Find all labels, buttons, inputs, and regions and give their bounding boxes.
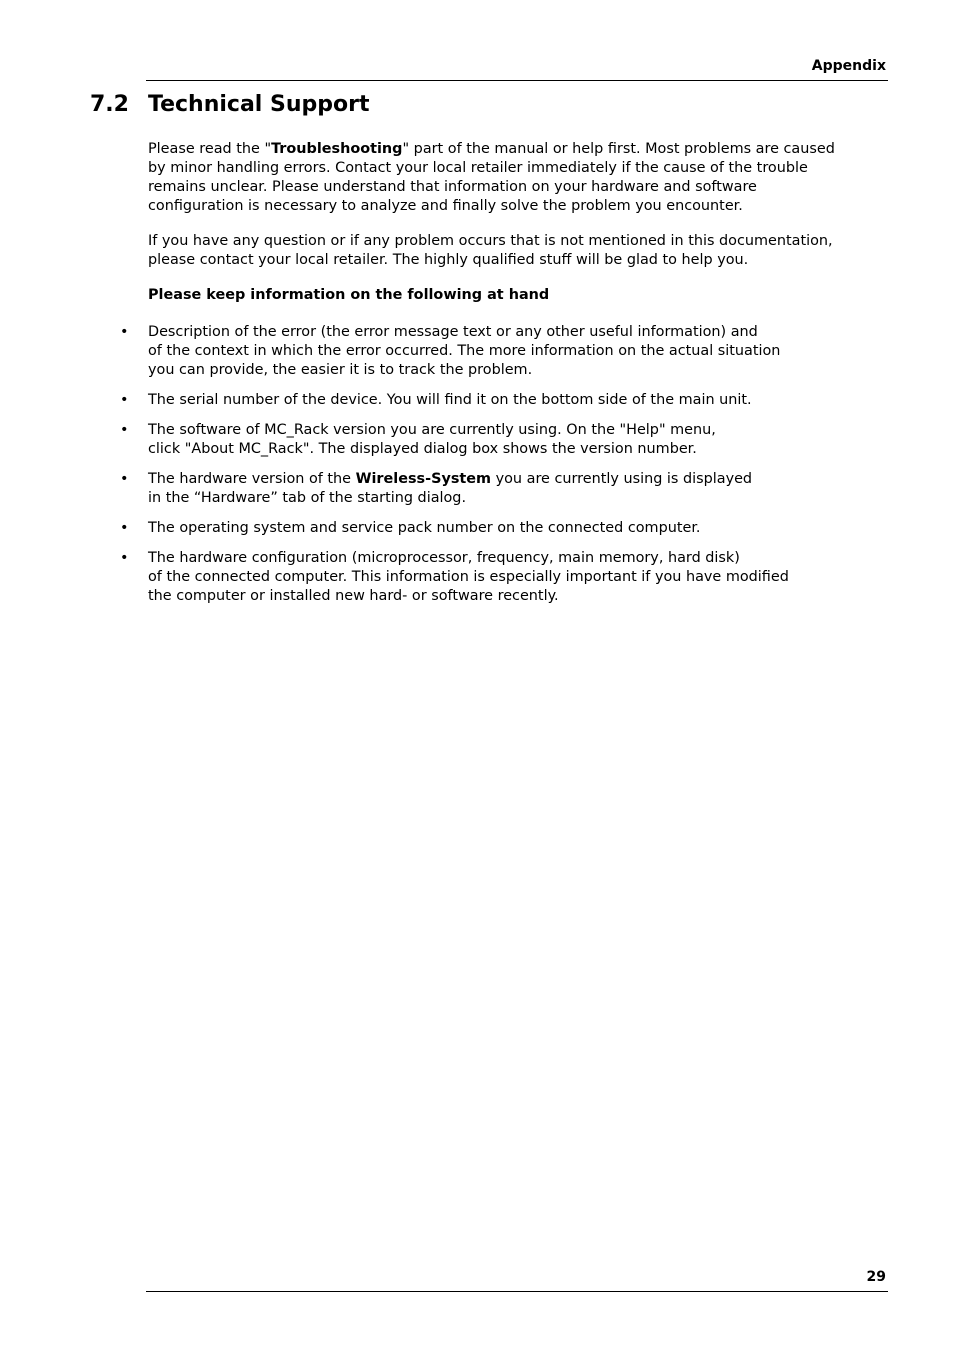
section-title: Technical Support (148, 92, 370, 117)
info-list (120, 323, 870, 606)
text-line: The software of MC_Rack version you are currently using. On the "Help" menu, (148, 422, 716, 438)
text-line: you can provide, the easier it is to track the problem. (148, 362, 533, 378)
text-line: The serial number of the device. You will find it on the bottom side of the main unit. (148, 392, 752, 408)
bullet-icon: • (120, 392, 129, 408)
text-run: " part of the manual or help first. Most problems are caused (402, 141, 835, 157)
bullet-icon: • (120, 520, 129, 536)
text-line (148, 470, 870, 489)
list-item-operating-system (120, 519, 870, 538)
page-number: 29 (866, 1269, 886, 1285)
footer-rule (146, 1291, 888, 1292)
text-line: remains unclear. Please understand that information on your hardware and software (148, 179, 757, 195)
text-run: you are currently using is displayed (491, 471, 753, 487)
text-line: the computer or installed new hard- or software recently. (148, 588, 559, 604)
troubleshooting-term: Troubleshooting (271, 141, 403, 157)
text-line: of the context in which the error occurred. The more information on the actual situation (148, 343, 781, 359)
list-item-hardware-version (120, 470, 870, 508)
text-line: please contact your local retailer. The highly qualified stuff will be glad to help you. (148, 252, 749, 268)
text-line (148, 140, 870, 159)
bullet-icon: • (120, 422, 129, 438)
bullet-icon: • (120, 471, 129, 487)
text-line: click "About MC_Rack". The displayed dialog box shows the version number. (148, 441, 697, 457)
paragraph-contact (148, 232, 870, 270)
text-line: by minor handling errors. Contact your local retailer immediately if the cause of the trouble (148, 160, 808, 176)
text-line: The hardware configuration (microprocessor, frequency, main memory, hard disk) (148, 550, 740, 566)
text-line: Description of the error (the error message text or any other useful information) and (148, 324, 758, 340)
text-line: The operating system and service pack number on the connected computer. (148, 520, 701, 536)
paragraph-troubleshooting (148, 140, 870, 216)
header-rule (146, 80, 888, 81)
list-item-hardware-configuration (120, 549, 870, 606)
text-line: of the connected computer. This information is especially important if you have modified (148, 569, 789, 585)
text-line: If you have any question or if any problem occurs that is not mentioned in this documentation, (148, 233, 833, 249)
running-header: Appendix (811, 58, 886, 74)
text-run: The hardware version of the (148, 471, 356, 487)
list-item-serial-number (120, 391, 870, 410)
text-line: in the “Hardware” tab of the starting dialog. (148, 490, 467, 506)
body-content (120, 140, 870, 617)
text-run: Please read the " (148, 141, 272, 157)
list-item-error-description (120, 323, 870, 380)
wireless-system-term: Wireless-System (355, 471, 492, 487)
bullet-icon: • (120, 550, 129, 566)
info-heading: Please keep information on the following at hand (148, 287, 550, 303)
list-item-software-version (120, 421, 870, 459)
text-line: configuration is necessary to analyze and finally solve the problem you encounter. (148, 198, 743, 214)
section-number: 7.2 (90, 92, 129, 117)
bullet-icon: • (120, 324, 129, 340)
section-heading (90, 92, 369, 117)
